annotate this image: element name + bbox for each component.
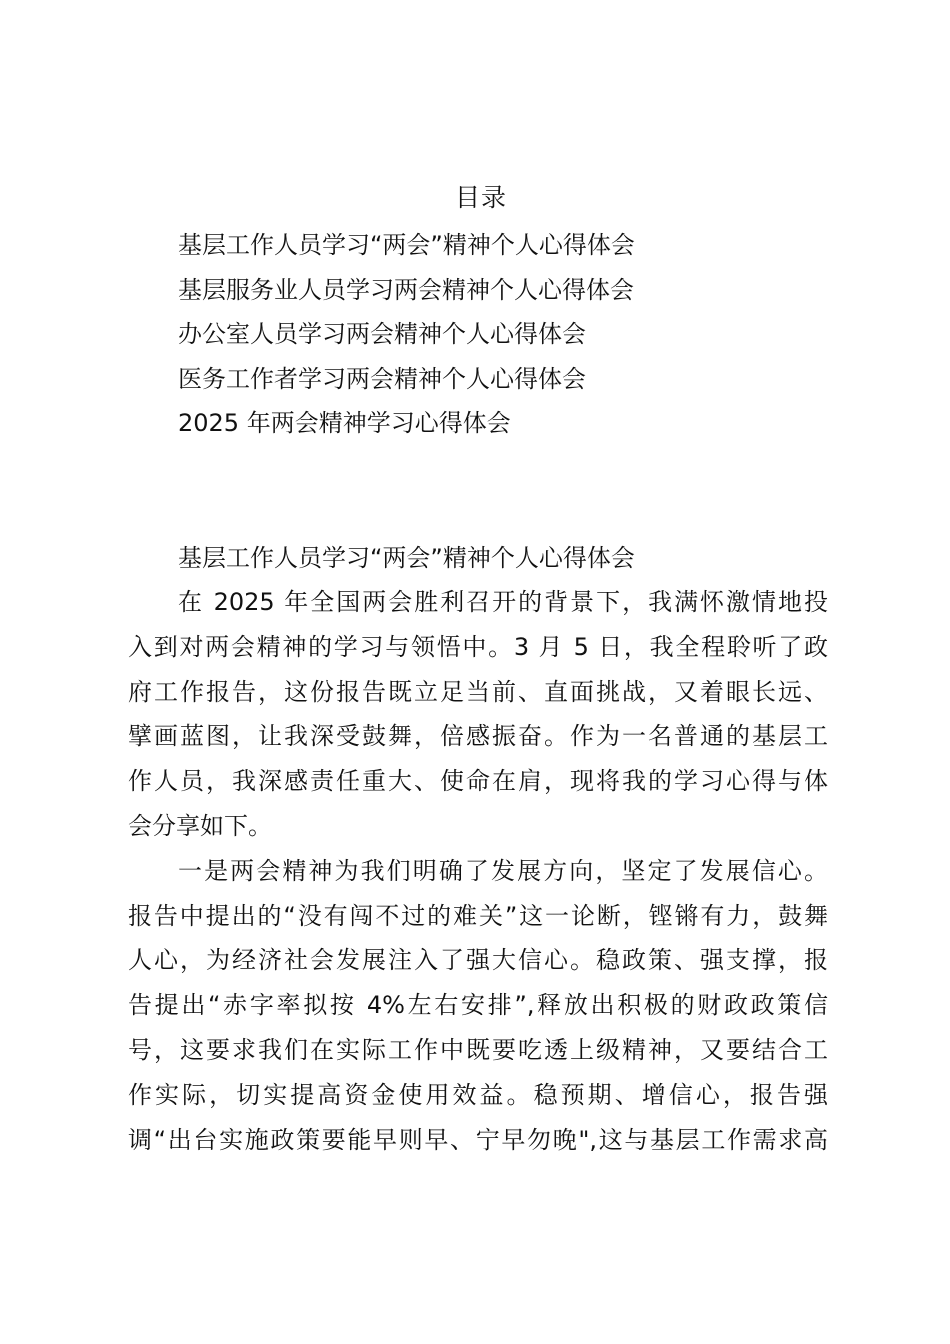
toc-item[interactable]: 2025 年两会精神学习心得体会 [178, 409, 511, 437]
article [128, 536, 828, 1162]
paragraph [128, 580, 828, 849]
paragraph-line: 会分享如下。 [128, 811, 272, 840]
paragraph-line: 在 2025 年全国两会胜利召开的背景下，我满怀激情地投 [178, 588, 828, 616]
paragraph-line: 号，这要求我们在实际工作中既要吃透上级精神，又要结合工 [128, 1035, 828, 1064]
paragraph-line: 报告中提出的“没有闯不过的难关”这一论断，铿锵有力，鼓舞 [128, 901, 828, 930]
paragraph-line: 一是两会精神为我们明确了发展方向，坚定了发展信心。 [178, 856, 828, 885]
toc-item[interactable]: 医务工作者学习两会精神个人心得体会 [178, 364, 586, 393]
paragraph-line: 入到对两会精神的学习与领悟中。3 月 5 日，我全程聆听了政 [128, 632, 828, 661]
paragraph-line: 府工作报告，这份报告既立足当前、直面挑战，又着眼长远、 [128, 677, 828, 706]
paragraph-line: 擘画蓝图，让我深受鼓舞，倍感振奋。作为一名普通的基层工 [128, 722, 828, 751]
paragraph [128, 849, 828, 1163]
paragraph-line: 作实际，切实提高资金使用效益。稳预期、增信心，报告强 [128, 1080, 828, 1109]
toc-title: 目录 [454, 183, 507, 212]
toc-item[interactable]: 基层服务业人员学习两会精神个人心得体会 [178, 275, 634, 304]
paragraph-line: 人心，为经济社会发展注入了强大信心。稳政策、强支撑，报 [128, 946, 828, 975]
table-of-contents [178, 223, 878, 446]
paragraph-line: 作人员，我深感责任重大、使命在肩，现将我的学习心得与体 [128, 767, 828, 796]
toc-item[interactable]: 基层工作人员学习“两会”精神个人心得体会 [178, 231, 635, 259]
paragraph-line: 调“出台实施政策要能早则早、宁早勿晚",这与基层工作需求高 [128, 1125, 828, 1154]
toc-item[interactable]: 办公室人员学习两会精神个人心得体会 [178, 320, 586, 348]
article-title: 基层工作人员学习“两会”精神个人心得体会 [178, 544, 635, 572]
paragraph-line: 告提出“赤字率拟按 4%左右安排”,释放出积极的财政政策信 [128, 991, 828, 1020]
